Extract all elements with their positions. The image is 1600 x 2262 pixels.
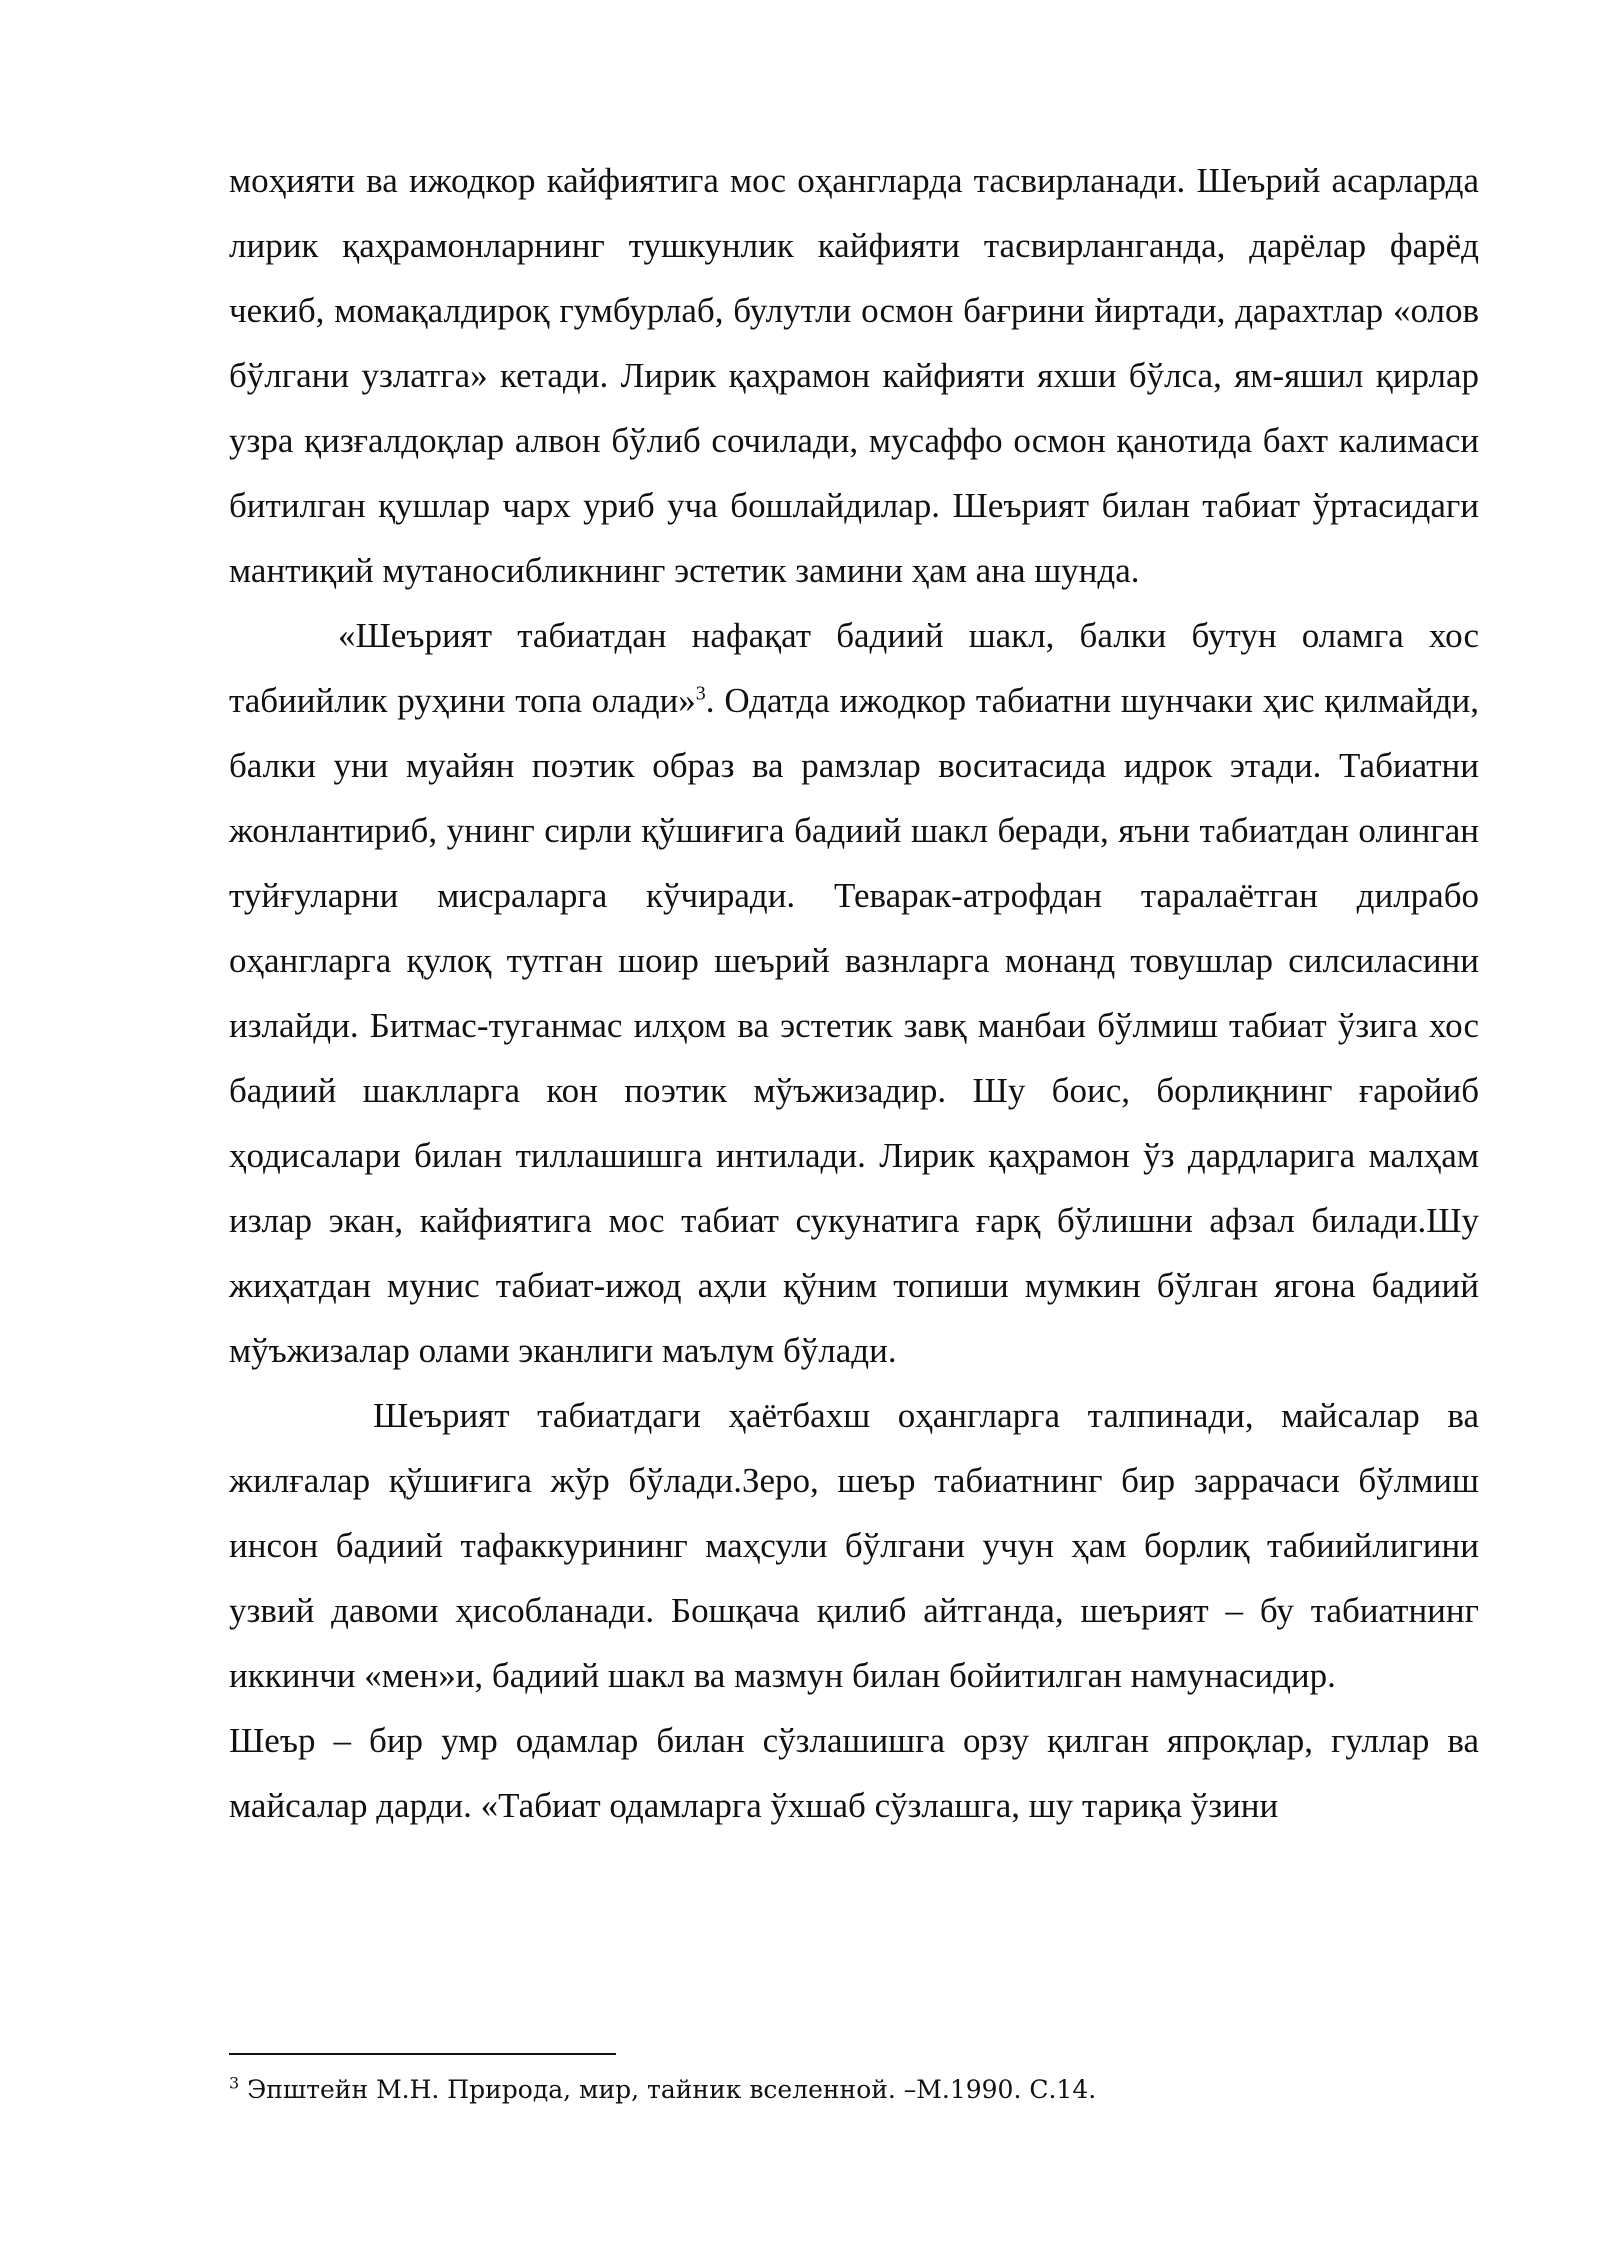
footnote-separator xyxy=(229,2053,616,2055)
footnote-marker: 3 xyxy=(229,2073,240,2093)
paragraph-4: Шеър – бир умр одамлар билан сўзлашишга орзу қилган япроқлар, гуллар ва майсалар дарди. «Табиат одамларга ўхшаб сўзлашга, шу тариқа ўзини xyxy=(229,1721,1479,1825)
footnote xyxy=(229,2074,1479,2106)
paragraph-2-quote: «Шеърият табиатдан нафақат бадиий шакл, балки бутун оламга хос табиийлик руҳини топа олади» xyxy=(229,616,1479,720)
footnote-text: Эпштейн М.Н. Природа, мир, тайник вселенной. –М.1990. С.14. xyxy=(239,2075,1097,2104)
paragraph-1: моҳияти ва ижодкор кайфиятига мос оҳангларда тасвирланади. Шеърий асарларда лирик қаҳрамонларнинг тушкунлик кайфияти тасвирланганда, дарёлар фарёд чекиб, момақалдироқ гумбурлаб, булутли осмон бағрини йиртади, дарахтлар «олов бўлгани узлатга» кетади. Лирик қаҳрамон кайфияти яхши бўлса, ям-яшил қирлар узра қизғалдоқлар алвон бўлиб сочилади, мусаффо осмон қанотида бахт калимаси битилган қушлар чарх уриб уча бошлайдилар. Шеърият билан табиат ўртасидаги мантиқий мутаносибликнинг эстетик замини ҳам ана шунда. xyxy=(229,161,1479,590)
paragraph-2 xyxy=(229,603,1479,1383)
footnote-reference[interactable]: 3 xyxy=(695,682,706,705)
paragraph-2-rest: . Одатда ижодкор табиатни шунчаки ҳис қилмайди, балки уни муайян поэтик образ ва рамзлар воситасида идрок этади. Табиатни жонлантириб, унинг сирли қўшиғига бадиий шакл беради, яъни табиатдан олинган туйғуларни мисраларга кўчиради. Теварак-атрофдан таралаётган дилрабо оҳангларга қулоқ тутган шоир шеърий вазнларга монанд товушлар силсиласини излайди. Битмас-туганмас илҳом ва эстетик завқ манбаи бўлмиш табиат ўзига хос бадиий шаклларга кон поэтик мўъжизадир. Шу боис, борлиқнинг ғаройиб ҳодисалари билан тиллашишга интилади. Лирик қаҳрамон ўз дардларига малҳам излар экан, кайфиятига мос табиат сукунатига ғарқ бўлишни афзал билади.Шу жиҳатдан мунис табиат-ижод аҳли қўним топиши мумкин бўлган ягона бадиий мўъжизалар олами эканлиги маълум бўлади. xyxy=(229,681,1479,1370)
body-text xyxy=(229,148,1479,1838)
paragraph-3: Шеърият табиатдаги ҳаётбахш оҳангларга талпинади, майсалар ва жилғалар қўшиғига жўр бўлади.Зеро, шеър табиатнинг бир заррачаси бўлмиш инсон бадиий тафаккурининг маҳсули бўлгани учун ҳам борлиқ табиийлигини узвий давоми ҳисобланади. Бошқача қилиб айтганда, шеърият – бу табиатнинг иккинчи «мен»и, бадиий шакл ва мазмун билан бойитилган намунасидир. xyxy=(229,1396,1479,1695)
